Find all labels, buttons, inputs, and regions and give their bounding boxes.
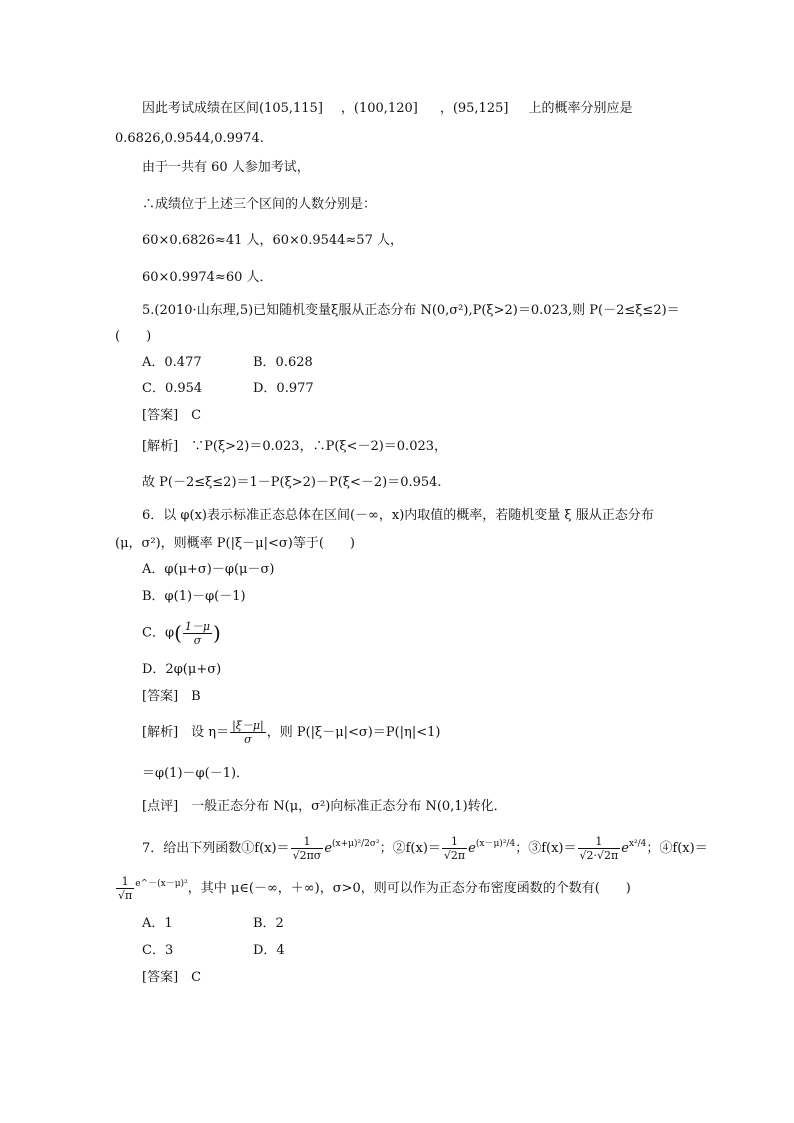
fraction-denominator: √2·√2π <box>579 849 619 862</box>
q6-option-c-fraction <box>183 620 212 647</box>
q7-f2-exponent: (x－μ)²/4 <box>475 839 516 849</box>
q6-stem-2: (μ，σ²)，则概率 P(|ξ－μ|<σ)等于( ) <box>115 536 355 551</box>
q7-f1-e: e <box>324 841 333 856</box>
q5-option-a: A．0.477 <box>142 355 202 370</box>
fraction-numerator: 1 <box>442 835 467 849</box>
q7-mid-3: ；③f(x)＝ <box>515 841 577 856</box>
line-1-part-a: 因此考试成绩在区间(105,115] <box>142 101 323 116</box>
q7-f3-e: e <box>621 841 629 856</box>
fraction-numerator: |ξ－μ| <box>232 719 264 732</box>
q6-solution-suffix: ，则 P(|ξ－μ|<σ)＝P(|η|<1) <box>266 725 441 740</box>
q7-option-d: D．4 <box>253 943 285 958</box>
q6-option-b: B．φ(1)－φ(－1) <box>142 589 246 604</box>
q5-paren: ( ) <box>115 329 152 344</box>
line-1-part-b: ，(100,120] <box>340 101 418 116</box>
text-line-4: ∴成绩位于上述三个区间的人数分别是： <box>142 197 377 212</box>
fraction-denominator: σ <box>193 633 202 647</box>
q6-option-c-prefix: C．φ <box>142 625 175 641</box>
q5-option-c: C．0.954 <box>142 381 203 396</box>
q7-stem-prefix: 7．给出下列函数①f(x)＝ <box>142 841 290 856</box>
q5-option-d: D．0.977 <box>253 381 314 396</box>
fraction-numerator: 1－μ <box>184 619 211 633</box>
q7-option-b: B．2 <box>253 916 284 931</box>
q7-option-a: A．1 <box>142 916 173 931</box>
q6-option-c <box>142 618 221 649</box>
q6-solution-2: ＝φ(1)－φ(－1)． <box>142 766 250 781</box>
q7-f2-e: e <box>468 841 476 856</box>
fraction-numerator: 1 <box>578 835 621 849</box>
q7-stem-1 <box>142 828 708 865</box>
q5-option-b: B．0.628 <box>253 355 313 370</box>
q7-f4-exponent: e^－(x－μ)² <box>135 879 188 889</box>
q7-stem-2 <box>115 868 631 905</box>
text-line-3: 由于一共有 60 人参加考试， <box>142 160 310 175</box>
q5-answer: [答案] C <box>142 408 202 423</box>
fraction-denominator: √2π <box>443 849 466 862</box>
q5-solution-2: 故 P(－2≤ξ≤2)＝1－P(ξ>2)－P(ξ<－2)＝0.954. <box>142 475 442 490</box>
fraction-numerator: 1 <box>291 835 324 849</box>
q5-stem: 5.(2010·山东理,5)已知随机变量ξ服从正态分布 N(0,σ²),P(ξ>2)＝0.023,则 P(－2≤ξ≤2)＝ <box>142 303 680 318</box>
fraction-denominator: √π <box>118 889 133 902</box>
q7-stem-suffix: ，其中 μ∈(－∞，＋∞)，σ>0，则可以作为正态分布密度函数的个数有( ) <box>187 881 631 896</box>
q6-stem-1: 6．以 φ(x)表示标准正态总体在区间(－∞，x)内取值的概率，若随机变量 ξ 服从正态分布 <box>142 508 654 523</box>
q7-answer: [答案] C <box>142 970 202 985</box>
q6-option-a: A．φ(μ+σ)－φ(μ－σ) <box>142 562 275 577</box>
q6-answer: [答案] B <box>142 689 201 704</box>
q6-solution-fraction <box>230 719 266 746</box>
text-line-6: 60×0.9974≈60 人． <box>142 270 273 285</box>
q6-solution-prefix: [解析] 设 η＝ <box>142 725 230 740</box>
fraction-numerator: 1 <box>116 875 134 889</box>
q7-mid-2: ；②f(x)＝ <box>379 841 441 856</box>
q6-note: [点评] 一般正态分布 N(μ，σ²)向标准正态分布 N(0,1)转化． <box>142 799 507 814</box>
q7-option-c: C．3 <box>142 943 174 958</box>
fraction-denominator: √2πσ <box>292 849 322 862</box>
text-line-2: 0.6826,0.9544,0.9974. <box>115 131 264 146</box>
q7-f1-exponent: (x+μ)²/2σ² <box>332 839 380 849</box>
q7-f3-exponent: x²/4 <box>628 839 647 849</box>
text-line-5: 60×0.6826≈41 人，60×0.9544≈57 人， <box>142 233 403 248</box>
line-1-part-c: ，(95,125] <box>439 101 509 116</box>
left-paren: ( <box>174 621 182 645</box>
line-1-part-d: 上的概率分别应是 <box>528 101 633 116</box>
q7-f4-fraction <box>116 875 134 902</box>
fraction-denominator: σ <box>244 733 252 746</box>
q5-solution-1: [解析] ∵P(ξ>2)＝0.023，∴P(ξ<－2)＝0.023， <box>142 439 448 454</box>
q7-f3-fraction <box>578 835 621 862</box>
right-paren: ) <box>213 621 221 645</box>
text-line-1 <box>142 101 632 117</box>
q7-f1-fraction <box>291 835 324 862</box>
q7-mid-4: ；④f(x)＝ <box>646 841 708 856</box>
q6-solution-1 <box>142 718 440 748</box>
q7-f2-fraction <box>442 835 467 862</box>
q6-option-d: D．2φ(μ+σ) <box>142 662 222 677</box>
